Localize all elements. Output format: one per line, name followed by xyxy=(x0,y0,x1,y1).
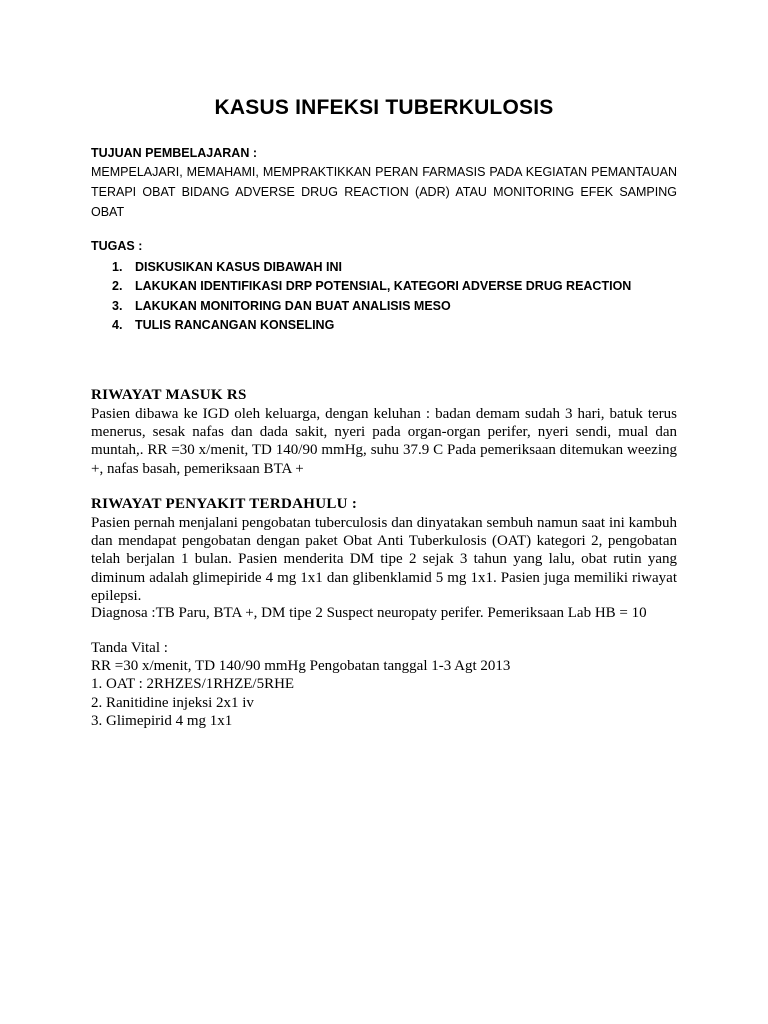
tasks-label: TUGAS : xyxy=(91,239,143,253)
vital-signs-line: RR =30 x/menit, TD 140/90 mmHg Pengobatan tanggal 1-3 Agt 2013 xyxy=(91,658,511,675)
diagnosis-text: Diagnosa :TB Paru, BTA +, DM tipe 2 Suspect neuropaty perifer. Pemeriksaan Lab HB = 10 xyxy=(91,605,647,621)
admission-text: Pasien dibawa ke IGD oleh keluarga, dengan keluhan : badan demam sudah 3 hari, batuk terus menerus, sesak nafas dan dada sakit, nyeri pada organ-organ perifer, nyeri sendi, mual dan muntah,. RR =30 x/menit, TD 140/90 mmHg, suhu 37.9 C Pada pemeriksaan ditemukan weezing +, nafas basah, pemeriksaan BTA + xyxy=(91,406,677,477)
admission-heading: RIWAYAT MASUK RS xyxy=(91,387,247,403)
history-text: Pasien pernah menjalani pengobatan tuberculosis dan dinyatakan sembuh namun saat ini kambuh dan mendapat pengobatan dengan paket Obat Anti Tuberkulosis (OAT) kategori 2, pengobatan telah berjalan 1 bulan. Pasien menderita DM tipe 2 sejak 3 tahun yang lalu, obat rutin yang diminum adalah glimepiride 4 mg 1x1 dan glibenklamid 5 mg 1x1. Pasien juga memiliki riwayat epilepsi. xyxy=(91,515,677,604)
task-text: DISKUSIKAN KASUS DIBAWAH INI xyxy=(135,260,342,274)
objective-text: MEMPELAJARI, MEMAHAMI, MEMPRAKTIKKAN PERAN FARMASIS PADA KEGIATAN PEMANTAUAN TERAPI OBAT BIDANG ADVERSE DRUG REACTION (ADR) ATAU MONITORING EFEK SAMPING OBAT xyxy=(91,165,677,219)
task-number: 4. xyxy=(112,317,123,332)
task-text: TULIS RANCANGAN KONSELING xyxy=(135,317,335,332)
task-text: LAKUKAN MONITORING DAN BUAT ANALISIS MESO xyxy=(135,298,451,313)
history-heading: RIWAYAT PENYAKIT TERDAHULU : xyxy=(91,496,358,512)
task-list xyxy=(112,258,631,335)
task-number: 3. xyxy=(112,298,123,313)
medication-item: 1. OAT : 2RHZES/1RHZE/5RHE xyxy=(91,676,295,693)
medication-item: 2. Ranitidine injeksi 2x1 iv xyxy=(91,694,254,711)
vital-signs-section xyxy=(91,639,691,730)
task-item xyxy=(112,316,631,335)
task-number: 2. xyxy=(112,279,123,294)
vital-signs-label: Tanda Vital : xyxy=(91,640,168,656)
objective-label: TUJUAN PEMBELAJARAN : xyxy=(91,146,257,160)
medication-item: 3. Glimepirid 4 mg 1x1 xyxy=(91,712,233,729)
task-number: 1. xyxy=(112,260,123,274)
document-title: KASUS INFEKSI TUBERKULOSIS xyxy=(214,96,554,119)
task-item xyxy=(112,258,631,277)
task-item xyxy=(112,277,631,296)
task-item xyxy=(112,297,631,316)
task-text: LAKUKAN IDENTIFIKASI DRP POTENSIAL, KATEGORI ADVERSE DRUG REACTION xyxy=(135,279,632,294)
